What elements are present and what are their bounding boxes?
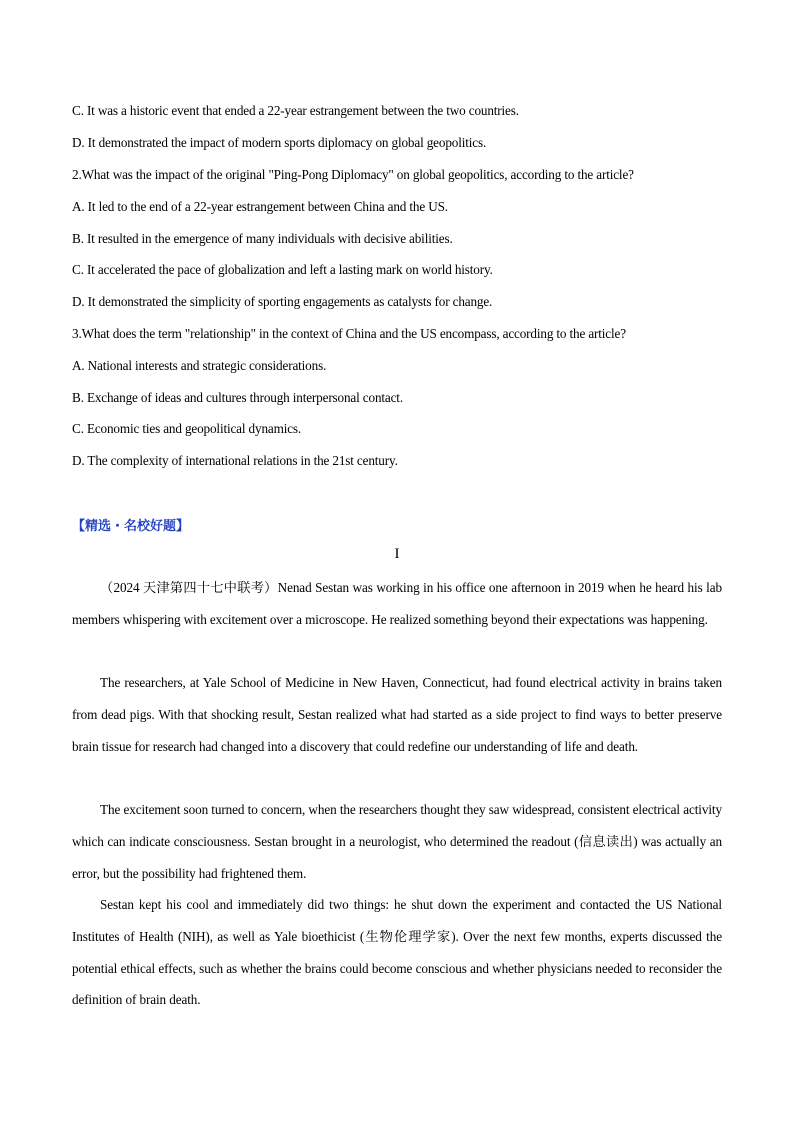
q3-option-b: B. Exchange of ideas and cultures through interpersonal contact. [72,390,403,405]
q1-option-c: C. It was a historic event that ended a 22-year estrangement between the two countries. [72,103,519,118]
passage-paragraph-1: （2024 天津第四十七中联考）Nenad Sestan was working in his office one afternoon in 2019 when he heard his lab members whispering with excitement over a microscope. He realized something beyond their expectations was happening. [72,580,722,627]
q3-option-a: A. National interests and strategic considerations. [72,358,327,373]
q2-option-d: D. It demonstrated the simplicity of sporting engagements as catalysts for change. [72,294,493,309]
passage-paragraph-3: The excitement soon turned to concern, when the researchers thought they saw widespread, consistent electrical activity which can indicate consciousness. Sestan brought in a neurologist, who determined the readout (信息读出) was actually an error, but the possibility had frightened them. [72,802,722,881]
q1-option-d: D. It demonstrated the impact of modern sports diplomacy on global geopolitics. [72,135,487,150]
section-heading: 【精选・名校好题】 [72,519,190,534]
q2-option-c: C. It accelerated the pace of globalization and left a lasting mark on world history. [72,262,493,277]
q2-option-b: B. It resulted in the emergence of many individuals with decisive abilities. [72,231,453,246]
passage-paragraph-2: The researchers, at Yale School of Medicine in New Haven, Connecticut, had found electrical activity in brains taken from dead pigs. With that shocking result, Sestan realized what had started as a side project to find ways to better preserve brain tissue for research had changed into a discovery that could redefine our understanding of life and death. [72,675,722,754]
q3-stem: 3.What does the term "relationship" in the context of China and the US encompass, according to the article? [72,326,626,341]
q3-option-c: C. Economic ties and geopolitical dynamics. [72,421,302,436]
q2-option-a: A. It led to the end of a 22-year estrangement between China and the US. [72,199,448,214]
q2-stem: 2.What was the impact of the original "Ping-Pong Diplomacy" on global geopolitics, according to the article? [72,167,634,182]
passage-number: I [394,546,400,562]
passage-paragraph-4: Sestan kept his cool and immediately did two things: he shut down the experiment and contacted the US National Institutes of Health (NIH), as well as Yale bioethicist (生物伦理学家). Over the next few months, experts discussed the potential ethical effects, such as whether the brains could become conscious and whether physicians needed to reconsider the definition of brain death. [72,897,722,1008]
q3-option-d: D. The complexity of international relations in the 21st century. [72,453,398,468]
